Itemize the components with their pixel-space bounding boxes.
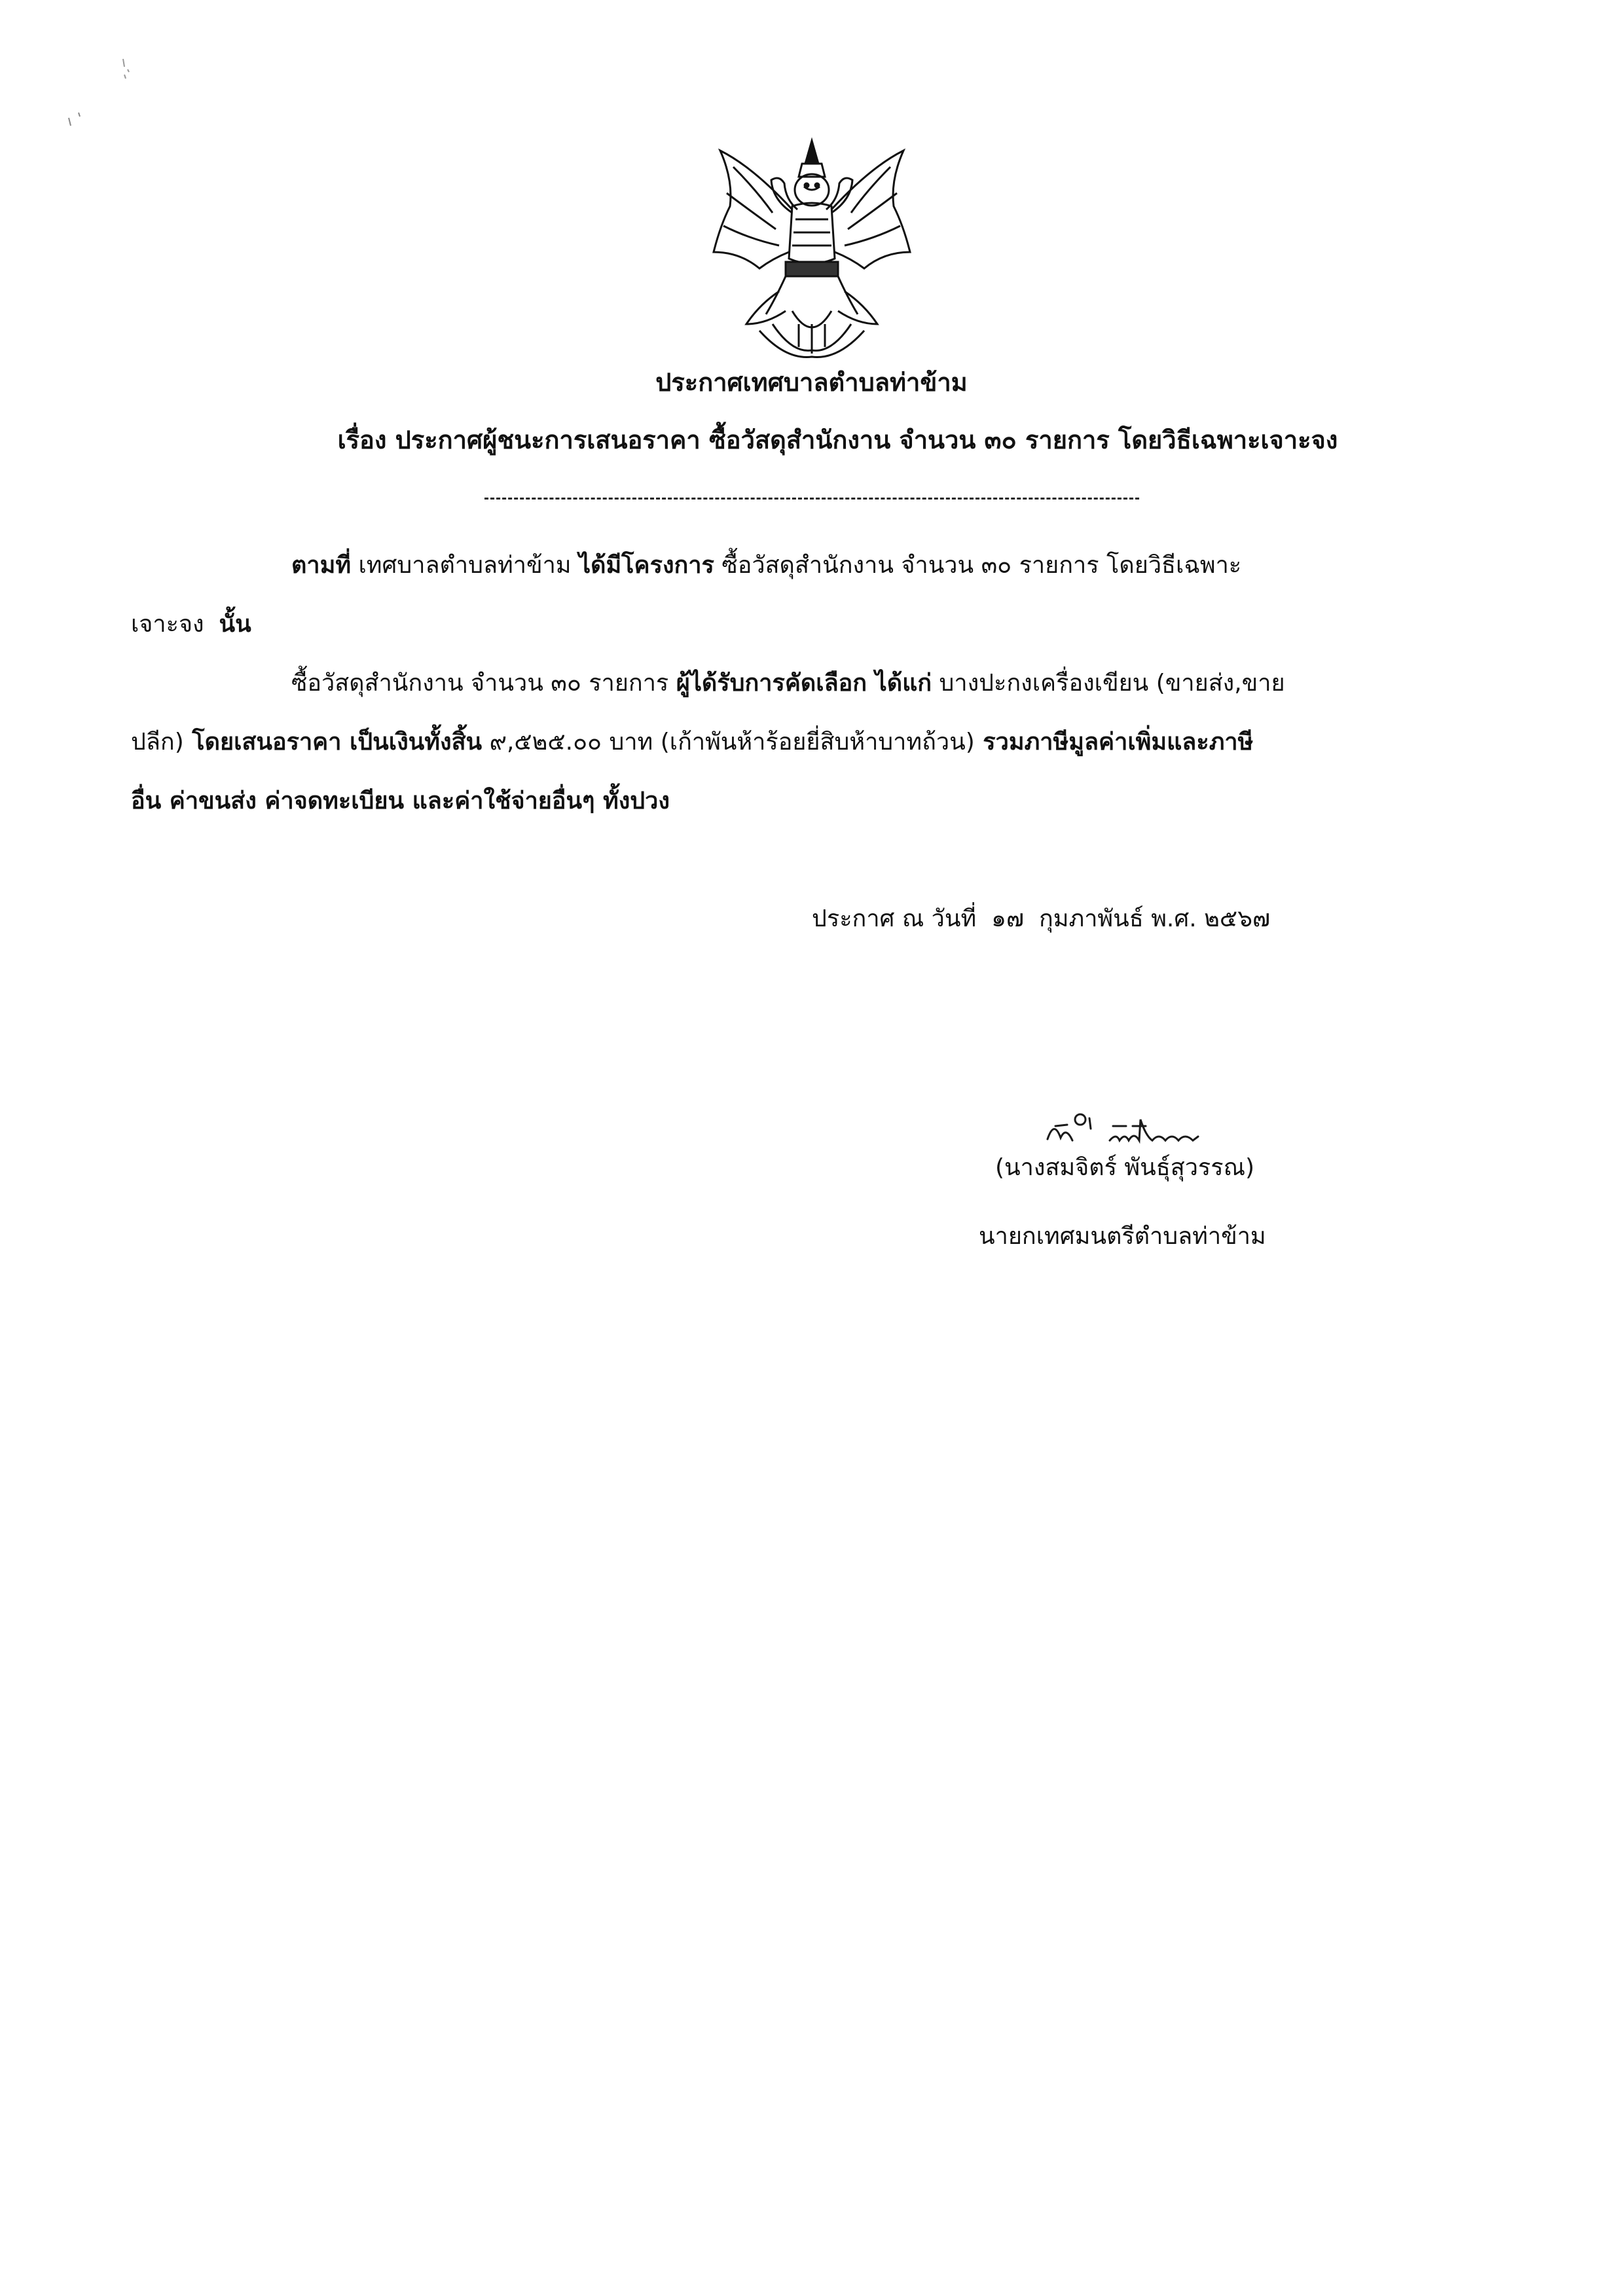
separator-line (484, 498, 1139, 500)
para2-selected-label: ผู้ได้รับการคัดเลือก ได้แก่ (676, 670, 932, 697)
para2-item: ซื้อวัสดุสำนักงาน จำนวน ๓๐ รายการ (291, 670, 676, 697)
subject-text: ประกาศผู้ชนะการเสนอราคา ซื้อวัสดุสำนักงาน จำนวน ๓๐ รายการ โดยวิธีเฉพาะเจาะจง (395, 426, 1338, 454)
garuda-emblem-icon (694, 128, 930, 363)
announcement-title: ประกาศเทศบาลตำบลท่าข้าม (655, 368, 968, 397)
para2-vendor-cont: ปลีก) (131, 729, 184, 756)
date-month: กุมภาพันธ์ (1038, 905, 1144, 932)
handwritten-signature (1041, 1100, 1237, 1152)
signatory-name: (นางสมจิตร์ พันธุ์สุวรรณ) (995, 1154, 1255, 1181)
paragraph-2-line-3 (131, 786, 670, 817)
paragraph-1-line-1 (291, 550, 1241, 581)
para2-amount-words: (เก้าพันห้าร้อยยี่สิบห้าบาทถ้วน) (660, 729, 975, 756)
signatory-position: นายกเทศมนตรีตำบลท่าข้าม (979, 1223, 1266, 1250)
announcement-subject (26, 424, 1623, 456)
para2-amount: ๙,๕๒๕.๐๐ บาท (482, 729, 661, 756)
para2-tax-note: รวมภาษีมูลค่าเพิ่มและภาษี (974, 729, 1254, 756)
date-label: ประกาศ ณ วันที่ (812, 905, 977, 932)
para1-lead: ตามที่ (291, 552, 352, 579)
paragraph-1-line-2 (131, 609, 251, 640)
date-year-label: พ.ศ. (1151, 905, 1197, 932)
para1-project: ซื้อวัสดุสำนักงาน จำนวน ๓๐ รายการ โดยวิธีเฉพาะ (714, 552, 1242, 579)
para2-offer-label: โดยเสนอราคา เป็นเงินทั้งสิ้น (183, 729, 483, 756)
date-year: ๒๕๖๗ (1204, 905, 1271, 932)
para1-end: นั้น (219, 611, 251, 638)
para1-org: เทศบาลตำบลท่าข้าม (351, 552, 579, 579)
para1-verb: ได้มีโครงการ (578, 552, 714, 579)
para1-cont: เจาะจง (131, 611, 204, 638)
date-day: ๑๗ (991, 905, 1025, 932)
paragraph-2-line-2 (131, 727, 1253, 758)
subject-prefix: เรื่อง (337, 426, 387, 454)
scan-artifact (65, 52, 144, 144)
para2-vendor: บางปะกงเครื่องเขียน (ขายส่ง,ขาย (932, 670, 1285, 697)
para2-tax-note-cont: อื่น ค่าขนส่ง ค่าจดทะเบียน และค่าใช้จ่ายอื่นๆ ทั้งปวง (131, 788, 670, 814)
paragraph-2-line-1 (291, 668, 1285, 699)
announcement-date (812, 903, 1270, 935)
